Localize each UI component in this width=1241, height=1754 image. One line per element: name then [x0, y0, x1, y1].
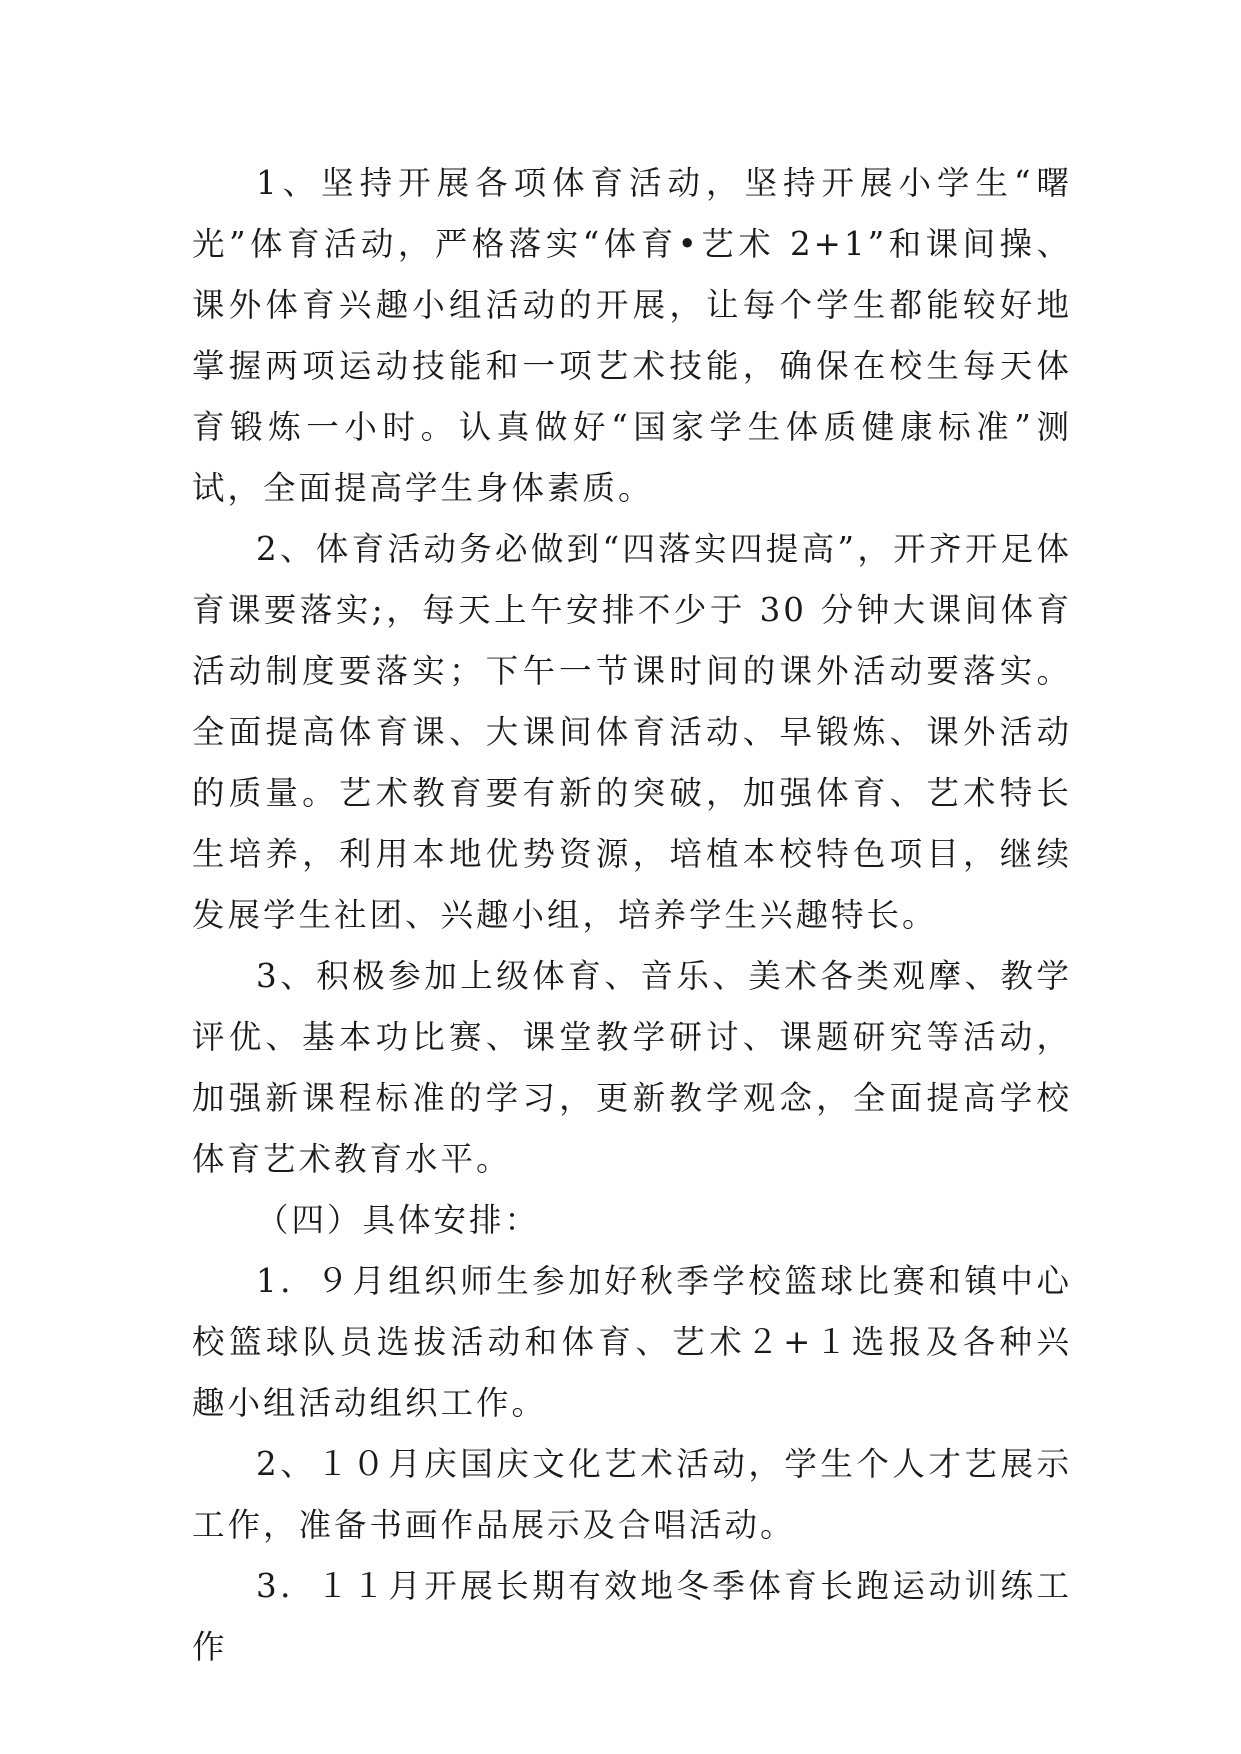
schedule-item-3: 3．１１月开展长期有效地冬季体育长跑运动训练工作 [192, 1567, 1072, 1666]
schedule-item-2: 2、１０月庆国庆文化艺术活动，学生个人才艺展示工作，准备书画作品展示及合唱活动。 [192, 1445, 1072, 1544]
paragraph-2: 2、体育活动务必做到“四落实四提高”，开齐开足体育课要落实;，每天上午安排不少于 30 分钟大课间体育活动制度要落实；下午一节课时间的课外活动要落实。全面提高体育课、大课间体育活动、早锻炼、课外活动的质量。艺术教育要有新的突破，加强体育、艺术特长生培养，利用本地优势资源，培植本校特色项目，继续发展学生社团、兴趣小组，培养学生兴趣特长。 [192, 530, 1072, 934]
section-heading: （四）具体安排： [256, 1201, 541, 1239]
document-body [192, 153, 1072, 1678]
paragraph-1: 1、坚持开展各项体育活动，坚持开展小学生“曙光”体育活动，严格落实“体育•艺术 2+1”和课间操、课外体育兴趣小组活动的开展，让每个学生都能较好地掌握两项运动技能和一项艺术技能，确保在校生每天体育锻炼一小时。认真做好“国家学生体质健康标准”测试，全面提高学生身体素质。 [192, 164, 1072, 507]
paragraph-3: 3、积极参加上级体育、音乐、美术各类观摩、教学评优、基本功比赛、课堂教学研讨、课题研究等活动，加强新课程标准的学习，更新教学观念，全面提高学校体育艺术教育水平。 [192, 957, 1072, 1178]
schedule-item-1: 1．９月组织师生参加好秋季学校篮球比赛和镇中心校篮球队员选拔活动和体育、艺术２+１选报及各种兴趣小组活动组织工作。 [192, 1262, 1072, 1422]
